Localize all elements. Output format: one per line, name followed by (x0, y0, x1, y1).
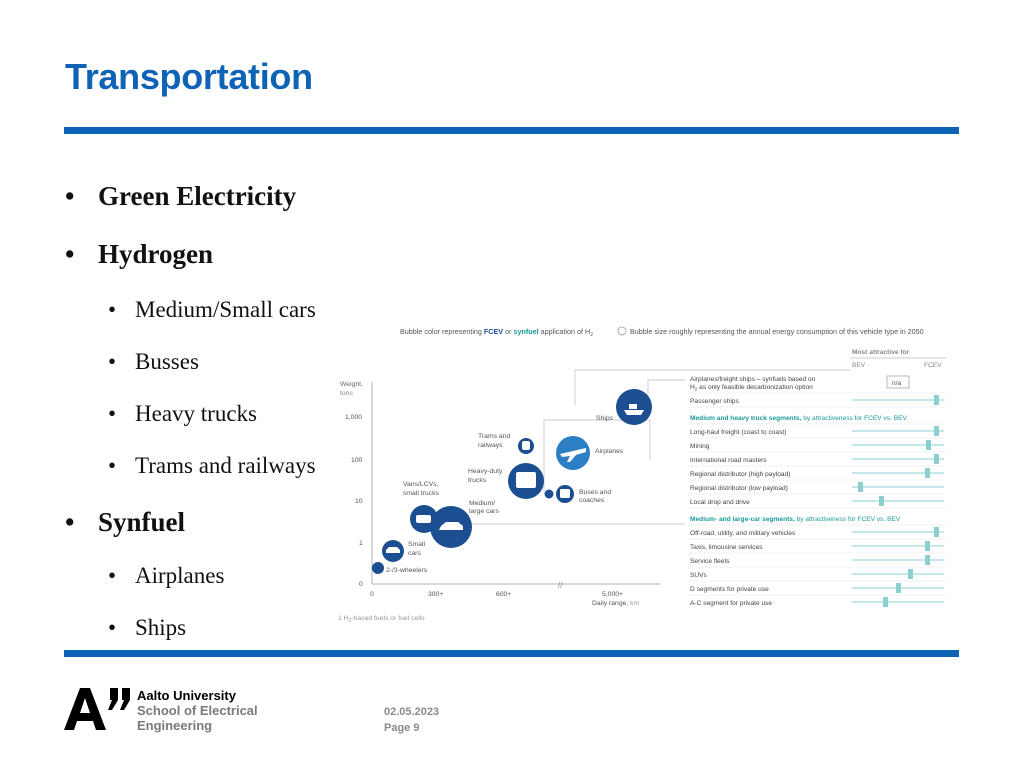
bubble-two-wheelers (372, 562, 384, 574)
bubble-label: Buses and (579, 489, 612, 496)
panel-row-label: A-C segment for private use (690, 600, 773, 607)
bullet-dot: • (108, 453, 117, 478)
bubble-buses-small (545, 490, 554, 499)
na-label: n/a (892, 380, 902, 387)
bubble-label: railways (478, 442, 503, 449)
bullet-dot: • (65, 181, 75, 211)
bubble-label: small trucks (403, 490, 439, 497)
y-tick: 1,000 (345, 414, 363, 421)
bubble-label: Vans/LCVs, (403, 481, 439, 488)
panel-row-label: Regional distributor (high payload) (690, 471, 791, 478)
aalto-logo-icon (64, 688, 134, 730)
panel-slider-tracks (852, 400, 944, 602)
bubble-label: 2-/3-wheelers (386, 567, 428, 574)
tram-icon (522, 441, 530, 450)
y-tick: 100 (351, 457, 363, 464)
hydrogen-application-figure (330, 318, 954, 630)
panel-bev-label: BEV (852, 362, 866, 369)
panel-header: Most attractive for (852, 349, 910, 356)
university-label: Aalto University (137, 688, 236, 703)
connector-synfuel (648, 380, 685, 405)
bullet-text: Heavy trucks (135, 401, 257, 426)
bus-icon (560, 489, 570, 498)
bullet-text: Synfuel (98, 507, 186, 537)
bullet-dot: • (108, 349, 117, 374)
bullet-text: Ships (135, 615, 187, 640)
y-tick: 1 (359, 540, 363, 547)
school-label-line2: Engineering (137, 718, 213, 733)
panel-row-label: SUVs (690, 572, 707, 579)
bullet-text: Medium/Small cars (135, 297, 316, 322)
x-axis-label: Daily range, km (592, 600, 640, 607)
panel-row-label: Mining (690, 443, 710, 450)
panel-row-label: Airplanes/freight ships – synfuels based on (690, 376, 816, 383)
bullet-dot: • (108, 615, 117, 640)
bullet-dot: • (65, 507, 75, 537)
y-tick: 10 (355, 498, 363, 505)
bullet-dot: • (108, 563, 117, 588)
panel-row-label: International road masters (690, 457, 767, 464)
panel-car-header: Medium- and large-car segments, by attractiveness for FCEV vs. BEV (690, 516, 901, 523)
bubble-label: Heavy-duty (468, 468, 503, 475)
bullet-text: Airplanes (135, 563, 225, 588)
bubble-label: Medium/ (469, 500, 496, 507)
school-label-line1: School of Electrical (137, 703, 258, 718)
x-tick: 600+ (496, 591, 512, 598)
panel-row-label: Regional distributor (low payload) (690, 485, 788, 492)
top-divider (64, 127, 959, 134)
panel-truck-header: Medium and heavy truck segments, by attractiveness for FCEV vs. BEV (690, 415, 907, 422)
panel-row-label: Service fleets (690, 558, 730, 565)
x-tick: 5,000+ (602, 591, 623, 598)
bubble-label: Ships (596, 415, 614, 422)
bubble-label: Small (408, 541, 425, 548)
panel-row-label: $H_2$ as only feasible decarbonization option (690, 384, 813, 392)
bottom-divider (64, 650, 959, 657)
panel-row-label: Off-road, utility, and military vehicles (690, 530, 796, 537)
bullet-dot: • (108, 401, 117, 426)
bubble-label: large cars (469, 508, 499, 515)
bubble-label: trucks (468, 477, 487, 484)
axis-break: // (558, 581, 563, 590)
bullet-text: Green Electricity (98, 181, 297, 211)
y-axis-unit: tons (340, 390, 353, 397)
bullet-dot: • (65, 239, 75, 269)
legend-size-circle (618, 327, 626, 335)
panel-fcev-label: FCEV (924, 362, 942, 369)
bubble-label: Airplanes (595, 448, 624, 455)
panel-row-label: D segments for private use (690, 586, 769, 593)
x-tick: 300+ (428, 591, 444, 598)
bubble-label: cars (408, 550, 421, 557)
bubble-label: Trams and (478, 433, 511, 440)
bullet-dot: • (108, 297, 117, 322)
van-icon (416, 515, 431, 523)
footer-date: 02.05.2023 (384, 706, 440, 718)
y-axis-label: Weight, (340, 381, 363, 388)
legend-size-text: Bubble size roughly representing the annual energy consumption of this vehicle type in 2050 (630, 327, 924, 336)
y-tick: 0 (359, 581, 363, 588)
x-tick: 0 (370, 591, 374, 598)
bullet-text: Hydrogen (98, 239, 214, 269)
bullet-text: Trams and railways (135, 453, 316, 478)
slide-title: Transportation (65, 56, 313, 97)
bullet-text: Busses (135, 349, 199, 374)
small-car-icon (386, 547, 400, 553)
panel-row-label: Long-haul freight (coast to coast) (690, 429, 787, 436)
panel-row-label: Taxis, limousine services (690, 544, 763, 551)
footnote: 1 $H_2$-based fuels or fuel cells (338, 615, 425, 624)
panel-row-label: Passenger ships (690, 398, 739, 405)
legend-color-text: Bubble color representing FCEV or synfuel application of $H_2$ (400, 327, 593, 338)
footer-meta (384, 704, 439, 736)
university-name (137, 688, 258, 733)
truck-icon (516, 472, 536, 488)
panel-row-label: Local drop and drive (690, 499, 750, 506)
bubble-label: coaches (579, 497, 605, 504)
footer-page-number: Page 9 (384, 722, 420, 734)
